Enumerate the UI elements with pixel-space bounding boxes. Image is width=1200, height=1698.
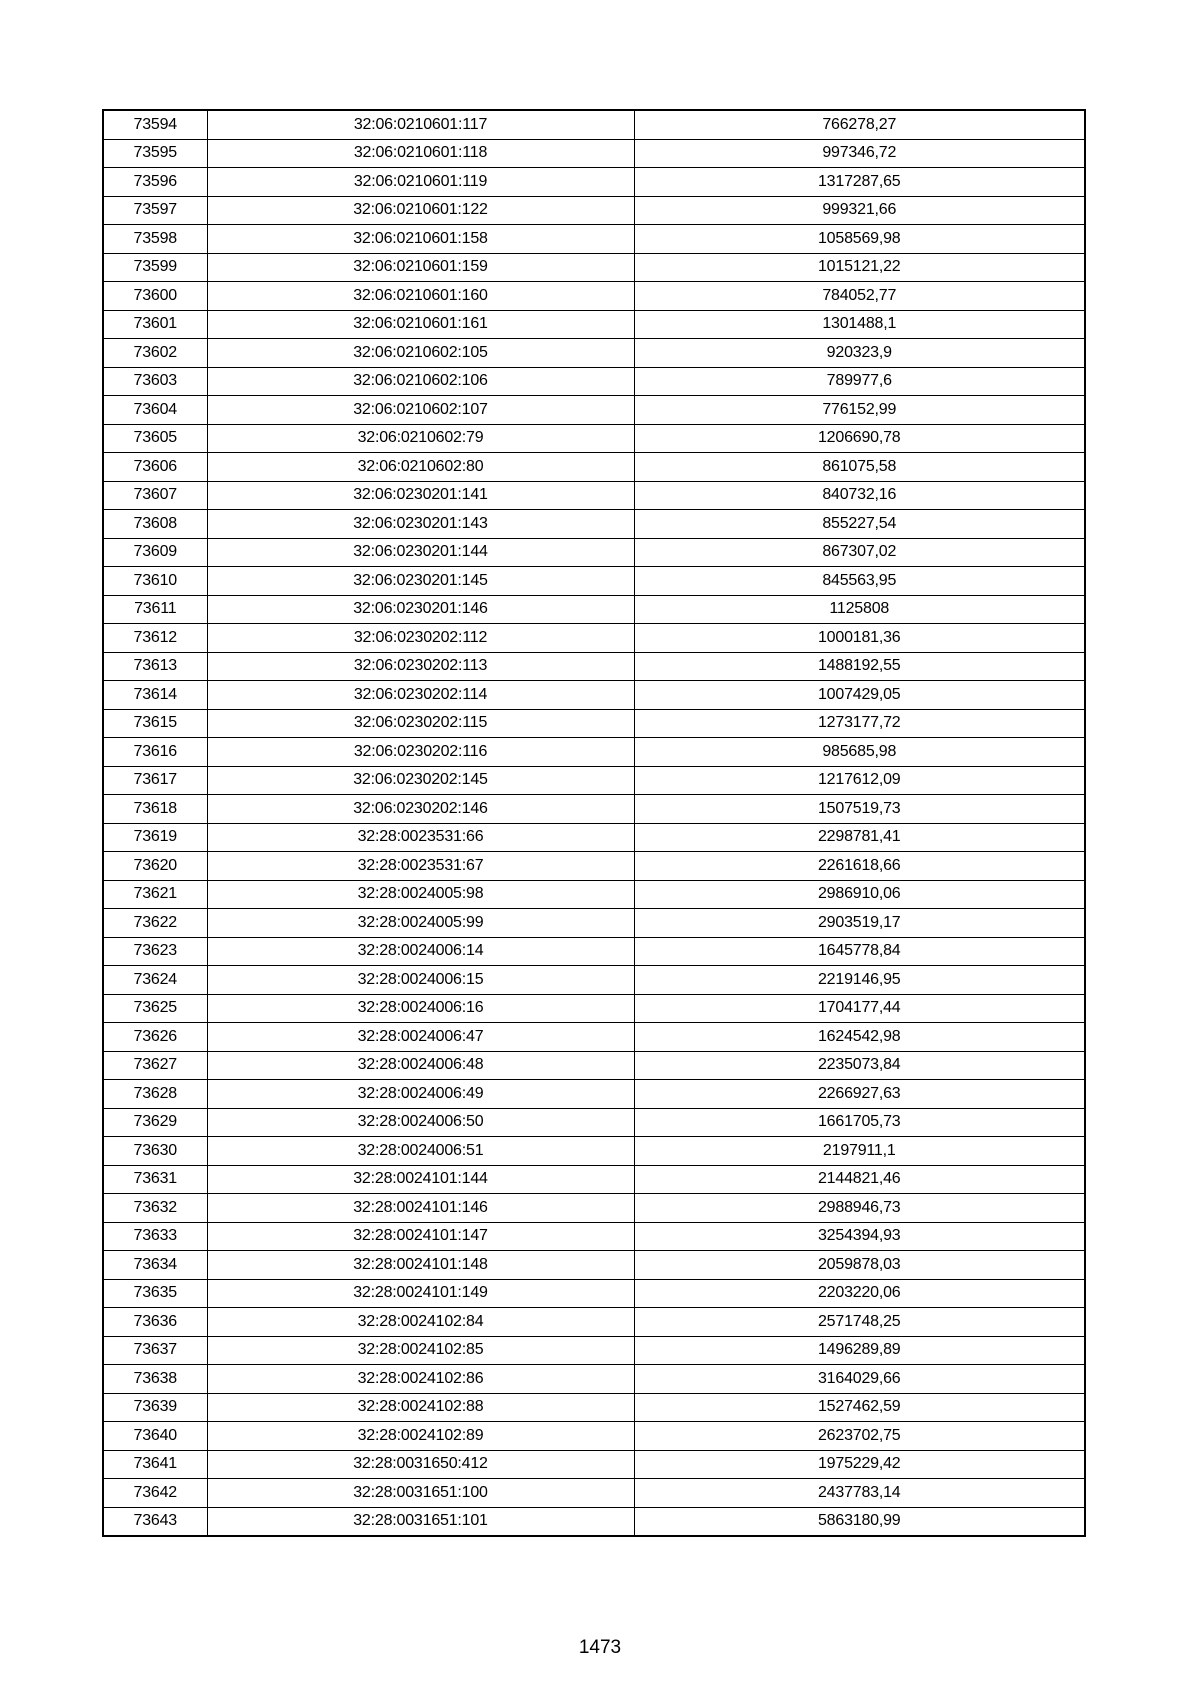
cadastral-number-cell: 32:06:0210601:161	[207, 310, 634, 339]
cadastral-number-cell: 32:06:0230202:146	[207, 795, 634, 824]
row-number-cell: 73625	[103, 994, 207, 1023]
table-row	[103, 1051, 1085, 1080]
table-row	[103, 624, 1085, 653]
value-cell: 997346,72	[634, 139, 1085, 168]
row-number-cell: 73600	[103, 282, 207, 311]
value-cell: 1206690,78	[634, 424, 1085, 453]
table-row	[103, 652, 1085, 681]
row-number-cell: 73633	[103, 1222, 207, 1251]
table-row	[103, 1165, 1085, 1194]
value-cell: 1496289,89	[634, 1336, 1085, 1365]
value-cell: 1000181,36	[634, 624, 1085, 653]
value-cell: 1488192,55	[634, 652, 1085, 681]
value-cell: 840732,16	[634, 481, 1085, 510]
value-cell: 2219146,95	[634, 966, 1085, 995]
row-number-cell: 73628	[103, 1080, 207, 1109]
cadastral-number-cell: 32:06:0210601:159	[207, 253, 634, 282]
value-cell: 1624542,98	[634, 1023, 1085, 1052]
row-number-cell: 73641	[103, 1450, 207, 1479]
value-cell: 2298781,41	[634, 823, 1085, 852]
cadastral-number-cell: 32:06:0230201:143	[207, 510, 634, 539]
cadastral-number-cell: 32:28:0031651:100	[207, 1479, 634, 1508]
table-row	[103, 1450, 1085, 1479]
table-row	[103, 453, 1085, 482]
row-number-cell: 73638	[103, 1365, 207, 1394]
table-row	[103, 1422, 1085, 1451]
value-cell: 3164029,66	[634, 1365, 1085, 1394]
row-number-cell: 73637	[103, 1336, 207, 1365]
value-cell: 1317287,65	[634, 168, 1085, 197]
table-row	[103, 1393, 1085, 1422]
cadastral-number-cell: 32:28:0024006:47	[207, 1023, 634, 1052]
table-row	[103, 1365, 1085, 1394]
row-number-cell: 73617	[103, 766, 207, 795]
row-number-cell: 73619	[103, 823, 207, 852]
cadastral-number-cell: 32:06:0210601:119	[207, 168, 634, 197]
row-number-cell: 73624	[103, 966, 207, 995]
cadastral-number-cell: 32:28:0024005:98	[207, 880, 634, 909]
table-row	[103, 1137, 1085, 1166]
row-number-cell: 73607	[103, 481, 207, 510]
cadastral-number-cell: 32:06:0230202:115	[207, 709, 634, 738]
table-row	[103, 1023, 1085, 1052]
table-row	[103, 481, 1085, 510]
cadastral-number-cell: 32:28:0024101:144	[207, 1165, 634, 1194]
value-cell: 999321,66	[634, 196, 1085, 225]
row-number-cell: 73616	[103, 738, 207, 767]
table-row	[103, 852, 1085, 881]
value-cell: 845563,95	[634, 567, 1085, 596]
value-cell: 784052,77	[634, 282, 1085, 311]
cadastral-number-cell: 32:06:0210602:105	[207, 339, 634, 368]
row-number-cell: 73643	[103, 1507, 207, 1536]
table-row	[103, 1108, 1085, 1137]
table-row	[103, 1080, 1085, 1109]
cadastral-number-cell: 32:28:0024006:50	[207, 1108, 634, 1137]
cadastral-number-cell: 32:06:0230201:144	[207, 538, 634, 567]
value-cell: 1704177,44	[634, 994, 1085, 1023]
table-row	[103, 196, 1085, 225]
row-number-cell: 73613	[103, 652, 207, 681]
value-cell: 1217612,09	[634, 766, 1085, 795]
row-number-cell: 73597	[103, 196, 207, 225]
row-number-cell: 73632	[103, 1194, 207, 1223]
table-row	[103, 1507, 1085, 1536]
table-row	[103, 339, 1085, 368]
row-number-cell: 73606	[103, 453, 207, 482]
cadastral-number-cell: 32:06:0230201:141	[207, 481, 634, 510]
value-cell: 920323,9	[634, 339, 1085, 368]
value-cell: 861075,58	[634, 453, 1085, 482]
row-number-cell: 73622	[103, 909, 207, 938]
table-row	[103, 681, 1085, 710]
value-cell: 985685,98	[634, 738, 1085, 767]
cadastral-number-cell: 32:28:0024102:88	[207, 1393, 634, 1422]
row-number-cell: 73642	[103, 1479, 207, 1508]
value-cell: 2623702,75	[634, 1422, 1085, 1451]
value-cell: 867307,02	[634, 538, 1085, 567]
row-number-cell: 73601	[103, 310, 207, 339]
value-cell: 776152,99	[634, 396, 1085, 425]
row-number-cell: 73630	[103, 1137, 207, 1166]
row-number-cell: 73623	[103, 937, 207, 966]
row-number-cell: 73596	[103, 168, 207, 197]
row-number-cell: 73604	[103, 396, 207, 425]
cadastral-number-cell: 32:28:0024102:86	[207, 1365, 634, 1394]
cadastral-number-cell: 32:06:0230202:112	[207, 624, 634, 653]
table-row	[103, 709, 1085, 738]
row-number-cell: 73640	[103, 1422, 207, 1451]
value-cell: 2235073,84	[634, 1051, 1085, 1080]
value-cell: 2144821,46	[634, 1165, 1085, 1194]
value-cell: 789977,6	[634, 367, 1085, 396]
table-row	[103, 937, 1085, 966]
value-cell: 1645778,84	[634, 937, 1085, 966]
cadastral-number-cell: 32:06:0210601:160	[207, 282, 634, 311]
row-number-cell: 73626	[103, 1023, 207, 1052]
value-cell: 1527462,59	[634, 1393, 1085, 1422]
row-number-cell: 73620	[103, 852, 207, 881]
table-row	[103, 909, 1085, 938]
row-number-cell: 73634	[103, 1251, 207, 1280]
cadastral-number-cell: 32:28:0024006:51	[207, 1137, 634, 1166]
cadastral-value-table	[102, 109, 1086, 1537]
value-cell: 1975229,42	[634, 1450, 1085, 1479]
value-cell: 2203220,06	[634, 1279, 1085, 1308]
table-row	[103, 1222, 1085, 1251]
cadastral-number-cell: 32:06:0210601:158	[207, 225, 634, 254]
cadastral-number-cell: 32:06:0210602:107	[207, 396, 634, 425]
value-cell: 2571748,25	[634, 1308, 1085, 1337]
row-number-cell: 73629	[103, 1108, 207, 1137]
value-cell: 766278,27	[634, 110, 1085, 139]
row-number-cell: 73614	[103, 681, 207, 710]
cadastral-number-cell: 32:06:0230201:145	[207, 567, 634, 596]
cadastral-number-cell: 32:28:0024102:84	[207, 1308, 634, 1337]
cadastral-number-cell: 32:28:0024101:147	[207, 1222, 634, 1251]
cadastral-number-cell: 32:28:0023531:67	[207, 852, 634, 881]
cadastral-number-cell: 32:28:0024006:16	[207, 994, 634, 1023]
page-number: 1473	[578, 1637, 622, 1658]
cadastral-number-cell: 32:06:0210602:80	[207, 453, 634, 482]
table-row	[103, 880, 1085, 909]
value-cell: 2986910,06	[634, 880, 1085, 909]
cadastral-number-cell: 32:28:0024102:89	[207, 1422, 634, 1451]
table-row	[103, 538, 1085, 567]
table-row	[103, 1308, 1085, 1337]
cadastral-number-cell: 32:28:0024006:49	[207, 1080, 634, 1109]
cadastral-number-cell: 32:28:0024101:148	[207, 1251, 634, 1280]
table-row	[103, 823, 1085, 852]
table-row	[103, 396, 1085, 425]
table-row	[103, 766, 1085, 795]
cadastral-number-cell: 32:28:0024006:48	[207, 1051, 634, 1080]
value-cell: 2988946,73	[634, 1194, 1085, 1223]
value-cell: 1301488,1	[634, 310, 1085, 339]
row-number-cell: 73639	[103, 1393, 207, 1422]
table-row	[103, 225, 1085, 254]
value-cell: 3254394,93	[634, 1222, 1085, 1251]
row-number-cell: 73631	[103, 1165, 207, 1194]
value-cell: 855227,54	[634, 510, 1085, 539]
table-row	[103, 567, 1085, 596]
row-number-cell: 73595	[103, 139, 207, 168]
value-cell: 2903519,17	[634, 909, 1085, 938]
cadastral-number-cell: 32:28:0024101:146	[207, 1194, 634, 1223]
row-number-cell: 73635	[103, 1279, 207, 1308]
value-cell: 1007429,05	[634, 681, 1085, 710]
cadastral-number-cell: 32:06:0230202:116	[207, 738, 634, 767]
table-row	[103, 110, 1085, 139]
cadastral-number-cell: 32:06:0230202:113	[207, 652, 634, 681]
table-row	[103, 994, 1085, 1023]
cadastral-number-cell: 32:06:0210602:106	[207, 367, 634, 396]
row-number-cell: 73612	[103, 624, 207, 653]
table-row	[103, 1336, 1085, 1365]
cadastral-number-cell: 32:06:0210602:79	[207, 424, 634, 453]
value-cell: 1273177,72	[634, 709, 1085, 738]
table-row	[103, 282, 1085, 311]
value-cell: 1058569,98	[634, 225, 1085, 254]
cadastral-number-cell: 32:28:0024006:14	[207, 937, 634, 966]
row-number-cell: 73627	[103, 1051, 207, 1080]
row-number-cell: 73603	[103, 367, 207, 396]
value-cell: 2197911,1	[634, 1137, 1085, 1166]
table-row	[103, 139, 1085, 168]
table-row	[103, 367, 1085, 396]
value-cell: 2266927,63	[634, 1080, 1085, 1109]
row-number-cell: 73615	[103, 709, 207, 738]
table-row	[103, 253, 1085, 282]
table-row	[103, 795, 1085, 824]
row-number-cell: 73602	[103, 339, 207, 368]
row-number-cell: 73610	[103, 567, 207, 596]
table-row	[103, 1279, 1085, 1308]
value-cell: 2261618,66	[634, 852, 1085, 881]
value-cell: 1661705,73	[634, 1108, 1085, 1137]
cadastral-number-cell: 32:28:0031650:412	[207, 1450, 634, 1479]
cadastral-number-cell: 32:28:0024101:149	[207, 1279, 634, 1308]
table-row	[103, 1479, 1085, 1508]
row-number-cell: 73609	[103, 538, 207, 567]
value-cell: 2437783,14	[634, 1479, 1085, 1508]
row-number-cell: 73599	[103, 253, 207, 282]
value-cell: 5863180,99	[634, 1507, 1085, 1536]
value-cell: 1015121,22	[634, 253, 1085, 282]
cadastral-number-cell: 32:06:0230201:146	[207, 595, 634, 624]
cadastral-number-cell: 32:28:0031651:101	[207, 1507, 634, 1536]
row-number-cell: 73598	[103, 225, 207, 254]
cadastral-number-cell: 32:06:0230202:114	[207, 681, 634, 710]
value-cell: 1125808	[634, 595, 1085, 624]
value-cell: 1507519,73	[634, 795, 1085, 824]
table-row	[103, 424, 1085, 453]
table-row	[103, 966, 1085, 995]
row-number-cell: 73594	[103, 110, 207, 139]
table-row	[103, 168, 1085, 197]
row-number-cell: 73636	[103, 1308, 207, 1337]
table-body	[103, 110, 1085, 1536]
cadastral-number-cell: 32:28:0024005:99	[207, 909, 634, 938]
row-number-cell: 73608	[103, 510, 207, 539]
row-number-cell: 73611	[103, 595, 207, 624]
cadastral-number-cell: 32:28:0024102:85	[207, 1336, 634, 1365]
table-row	[103, 1251, 1085, 1280]
table-row	[103, 1194, 1085, 1223]
table-row	[103, 310, 1085, 339]
row-number-cell: 73618	[103, 795, 207, 824]
cadastral-number-cell: 32:28:0024006:15	[207, 966, 634, 995]
table-row	[103, 738, 1085, 767]
cadastral-number-cell: 32:06:0210601:117	[207, 110, 634, 139]
cadastral-number-cell: 32:06:0210601:122	[207, 196, 634, 225]
cadastral-number-cell: 32:06:0210601:118	[207, 139, 634, 168]
row-number-cell: 73621	[103, 880, 207, 909]
table-row	[103, 510, 1085, 539]
row-number-cell: 73605	[103, 424, 207, 453]
value-cell: 2059878,03	[634, 1251, 1085, 1280]
table-row	[103, 595, 1085, 624]
cadastral-number-cell: 32:06:0230202:145	[207, 766, 634, 795]
cadastral-number-cell: 32:28:0023531:66	[207, 823, 634, 852]
